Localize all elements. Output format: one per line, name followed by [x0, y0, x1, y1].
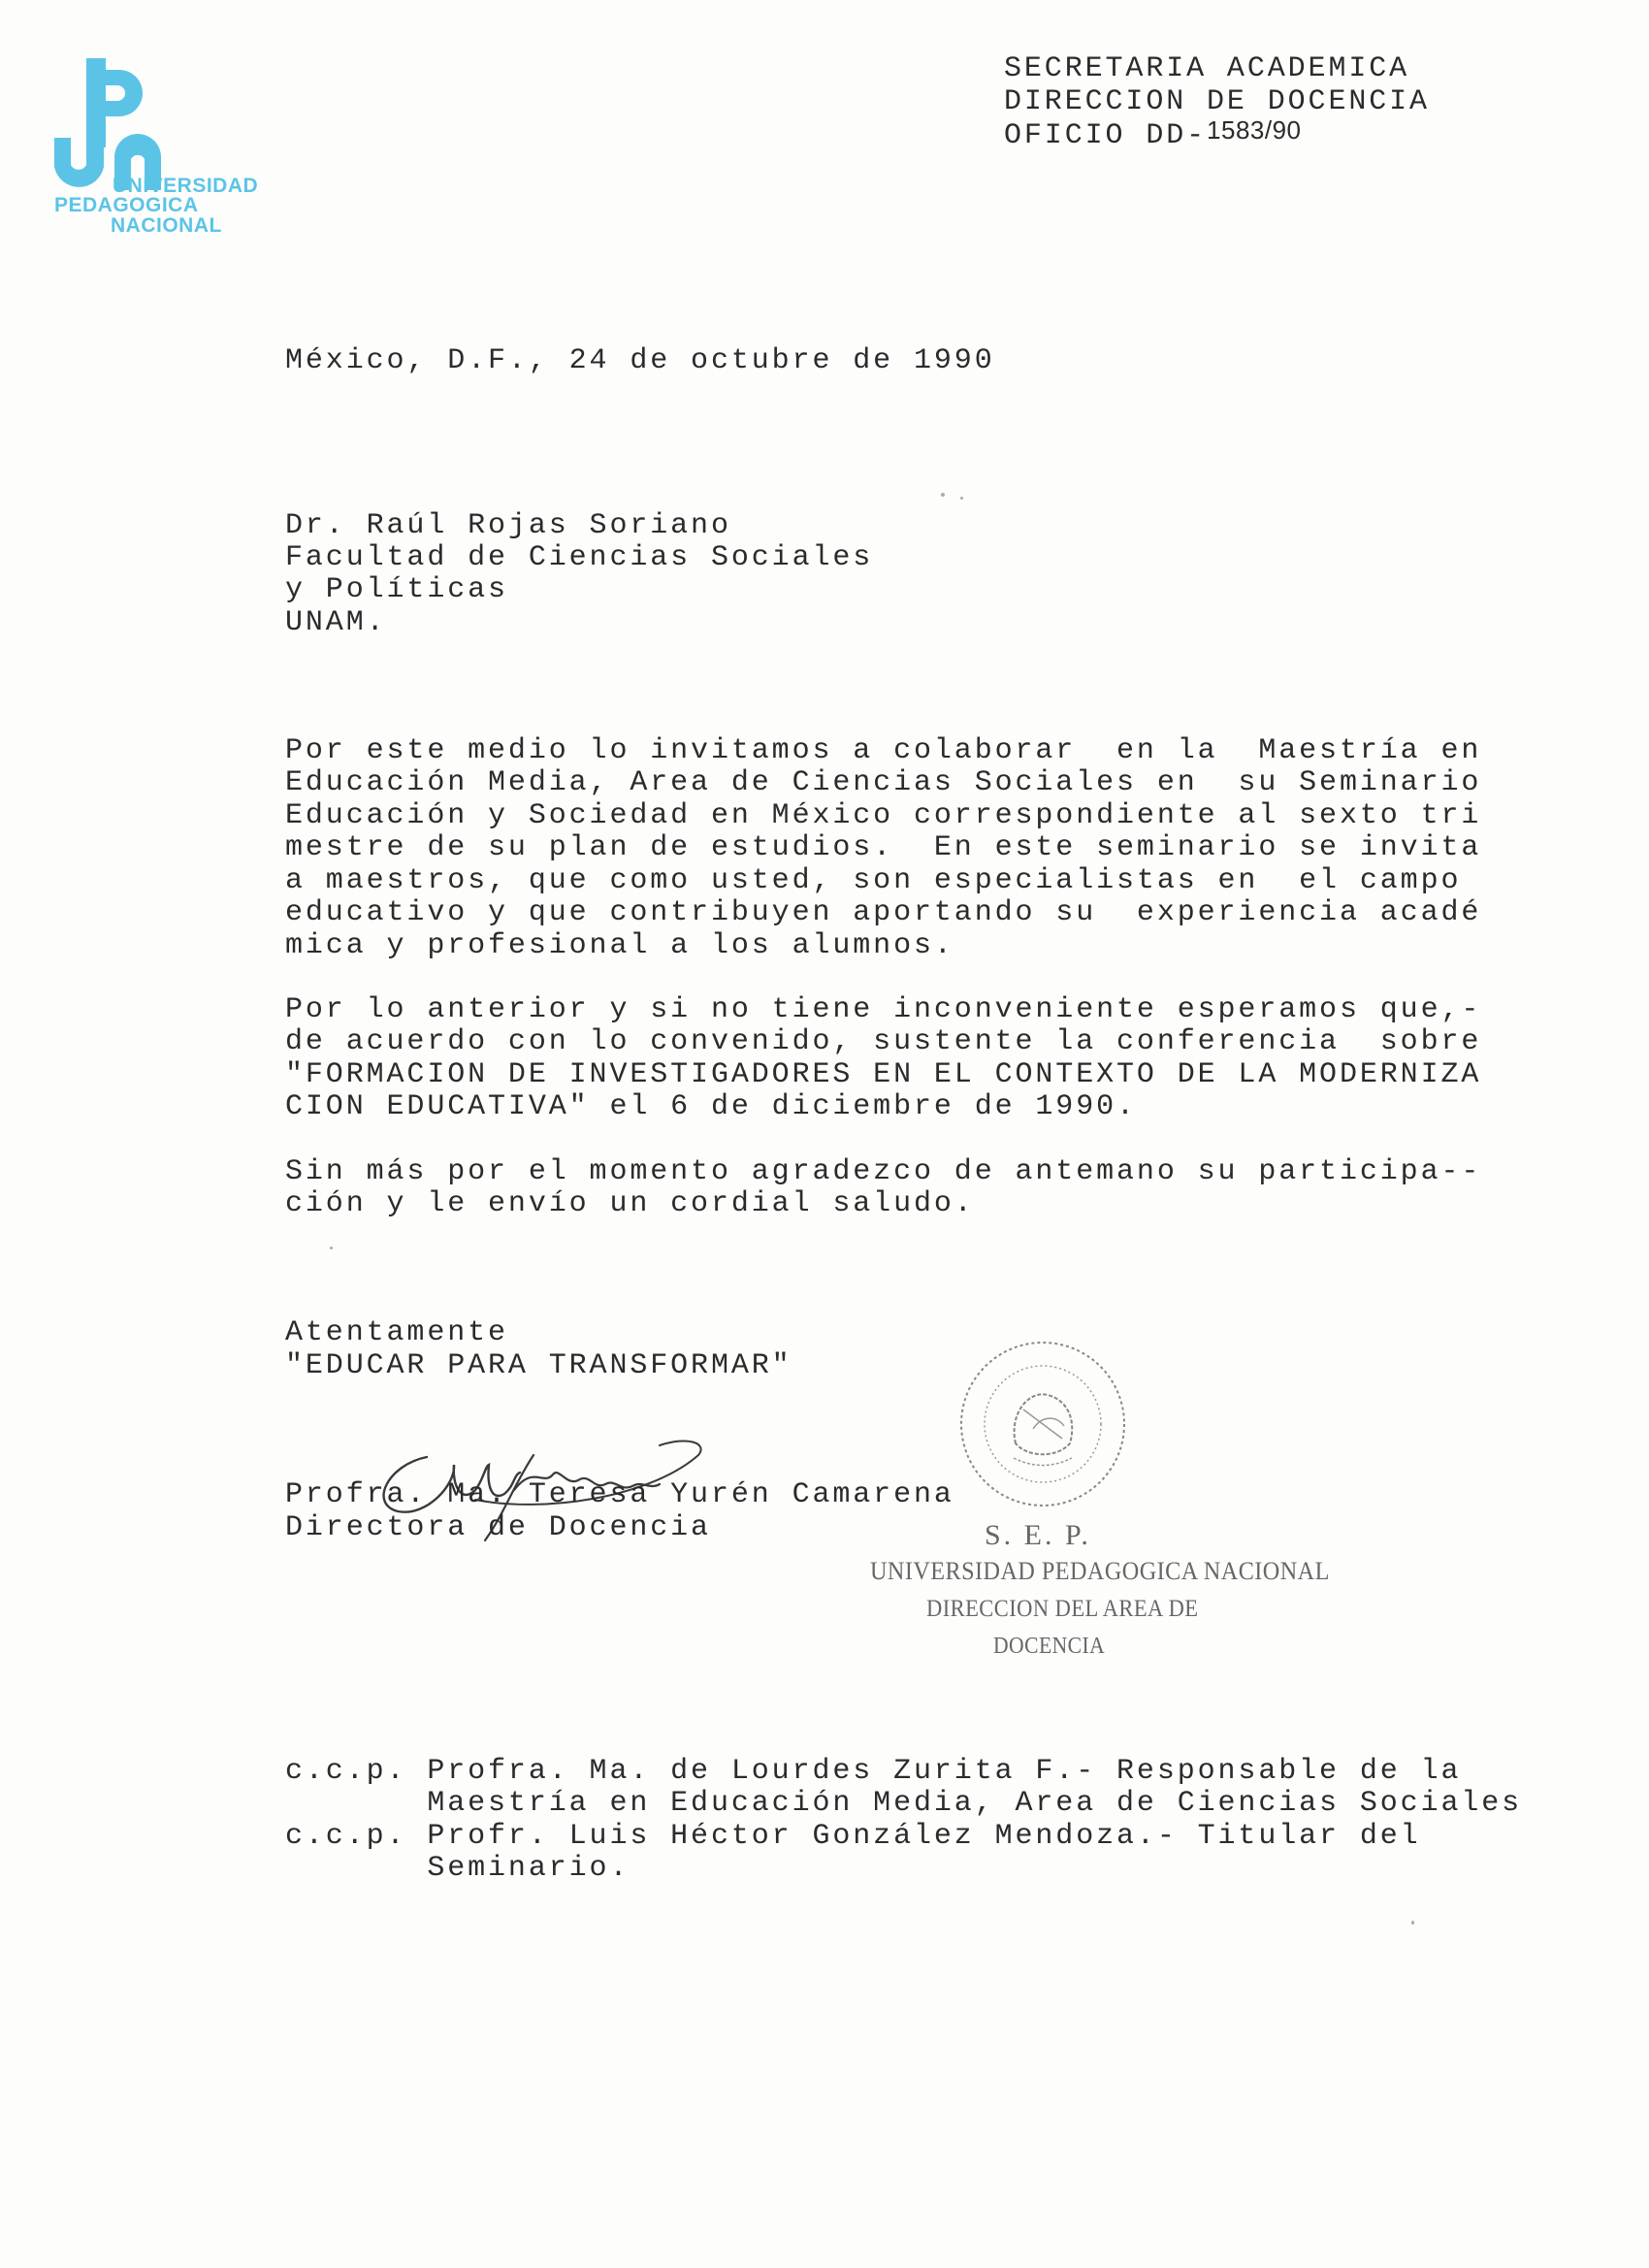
stamp-line-sep: S. E. P. — [985, 1519, 1091, 1551]
paragraph-1-line-5: a maestros, que como usted, son especialistas en el campo — [285, 864, 1462, 897]
header-line-2: DIRECCION DE DOCENCIA — [1004, 85, 1430, 118]
signatory-name: Profra. Ma. Teresa Yurén Camarena — [285, 1478, 954, 1511]
upn-logo-icon — [54, 58, 180, 194]
paragraph-3-line-1: Sin más por el momento agradezco de antemano su participa-- — [285, 1155, 1482, 1188]
paragraph-1-line-3: Educación y Sociedad en México correspondiente al sexto tri — [285, 799, 1482, 832]
closing-motto: "EDUCAR PARA TRANSFORMAR" — [285, 1349, 792, 1382]
date-line: México, D.F., 24 de octubre de 1990 — [285, 344, 995, 377]
paragraph-3-line-2: ción y le envío un cordial saludo. — [285, 1187, 975, 1220]
recipient-line-1: Dr. Raúl Rojas Soriano — [285, 509, 731, 542]
paragraph-1-line-4: mestre de su plan de estudios. En este seminario se invita — [285, 831, 1482, 864]
logo-line-1: UNIVERSIDAD — [113, 175, 259, 197]
ccp-line-3: c.c.p. Profr. Luis Héctor González Mendoza.- Titular del — [285, 1820, 1421, 1853]
paragraph-1-line-6: educativo y que contribuyen aportando su experiencia acadé — [285, 896, 1482, 929]
paper-speck — [960, 497, 963, 500]
oficio-number: 1583/90 — [1207, 115, 1302, 145]
paragraph-2-line-2: de acuerdo con lo convenido, sustente la conferencia sobre — [285, 1025, 1482, 1058]
paper-speck — [1411, 1921, 1414, 1925]
signatory-title: Directora de Docencia — [285, 1511, 711, 1544]
stamp-line-university: UNIVERSIDAD PEDAGOGICA NACIONAL — [870, 1557, 1330, 1585]
recipient-line-2: Facultad de Ciencias Sociales — [285, 541, 874, 574]
recipient-line-4: UNAM. — [285, 606, 387, 639]
ccp-line-2: Maestría en Educación Media, Area de Ciencias Sociales — [285, 1787, 1523, 1820]
paragraph-1-line-1: Por este medio lo invitamos a colaborar en la Maestría en — [285, 734, 1482, 767]
stamp-line-docencia: DOCENCIA — [993, 1634, 1106, 1659]
logo-line-3: NACIONAL — [111, 214, 222, 237]
header-line-3 — [1004, 115, 1302, 153]
official-seal — [955, 1337, 1130, 1511]
paragraph-2-line-3: "FORMACION DE INVESTIGADORES EN EL CONTEXTO DE LA MODERNIZA — [285, 1058, 1482, 1091]
header-line-1: SECRETARIA ACADEMICA — [1004, 52, 1410, 85]
paragraph-2-line-1: Por lo anterior y si no tiene inconveniente esperamos que,- — [285, 993, 1482, 1026]
upn-logo — [50, 58, 293, 243]
paragraph-1-line-2: Educación Media, Area de Ciencias Sociales en su Seminario — [285, 766, 1482, 799]
ccp-line-1: c.c.p. Profra. Ma. de Lourdes Zurita F.- Responsable de la — [285, 1755, 1462, 1788]
recipient-line-3: y Políticas — [285, 573, 508, 606]
ccp-line-4: Seminario. — [285, 1852, 630, 1885]
paper-speck — [330, 1247, 333, 1249]
paragraph-2-line-4: CION EDUCATIVA" el 6 de diciembre de 1990. — [285, 1090, 1137, 1123]
stamp-line-direccion: DIRECCION DEL AREA DE — [926, 1596, 1199, 1622]
paragraph-1-line-7: mica y profesional a los alumnos. — [285, 929, 954, 962]
closing-line-1: Atentamente — [285, 1316, 508, 1349]
logo-line-2: PEDAGOGICA — [54, 194, 199, 216]
paper-speck — [941, 493, 945, 497]
oficio-prefix: OFICIO DD- — [1004, 119, 1208, 152]
